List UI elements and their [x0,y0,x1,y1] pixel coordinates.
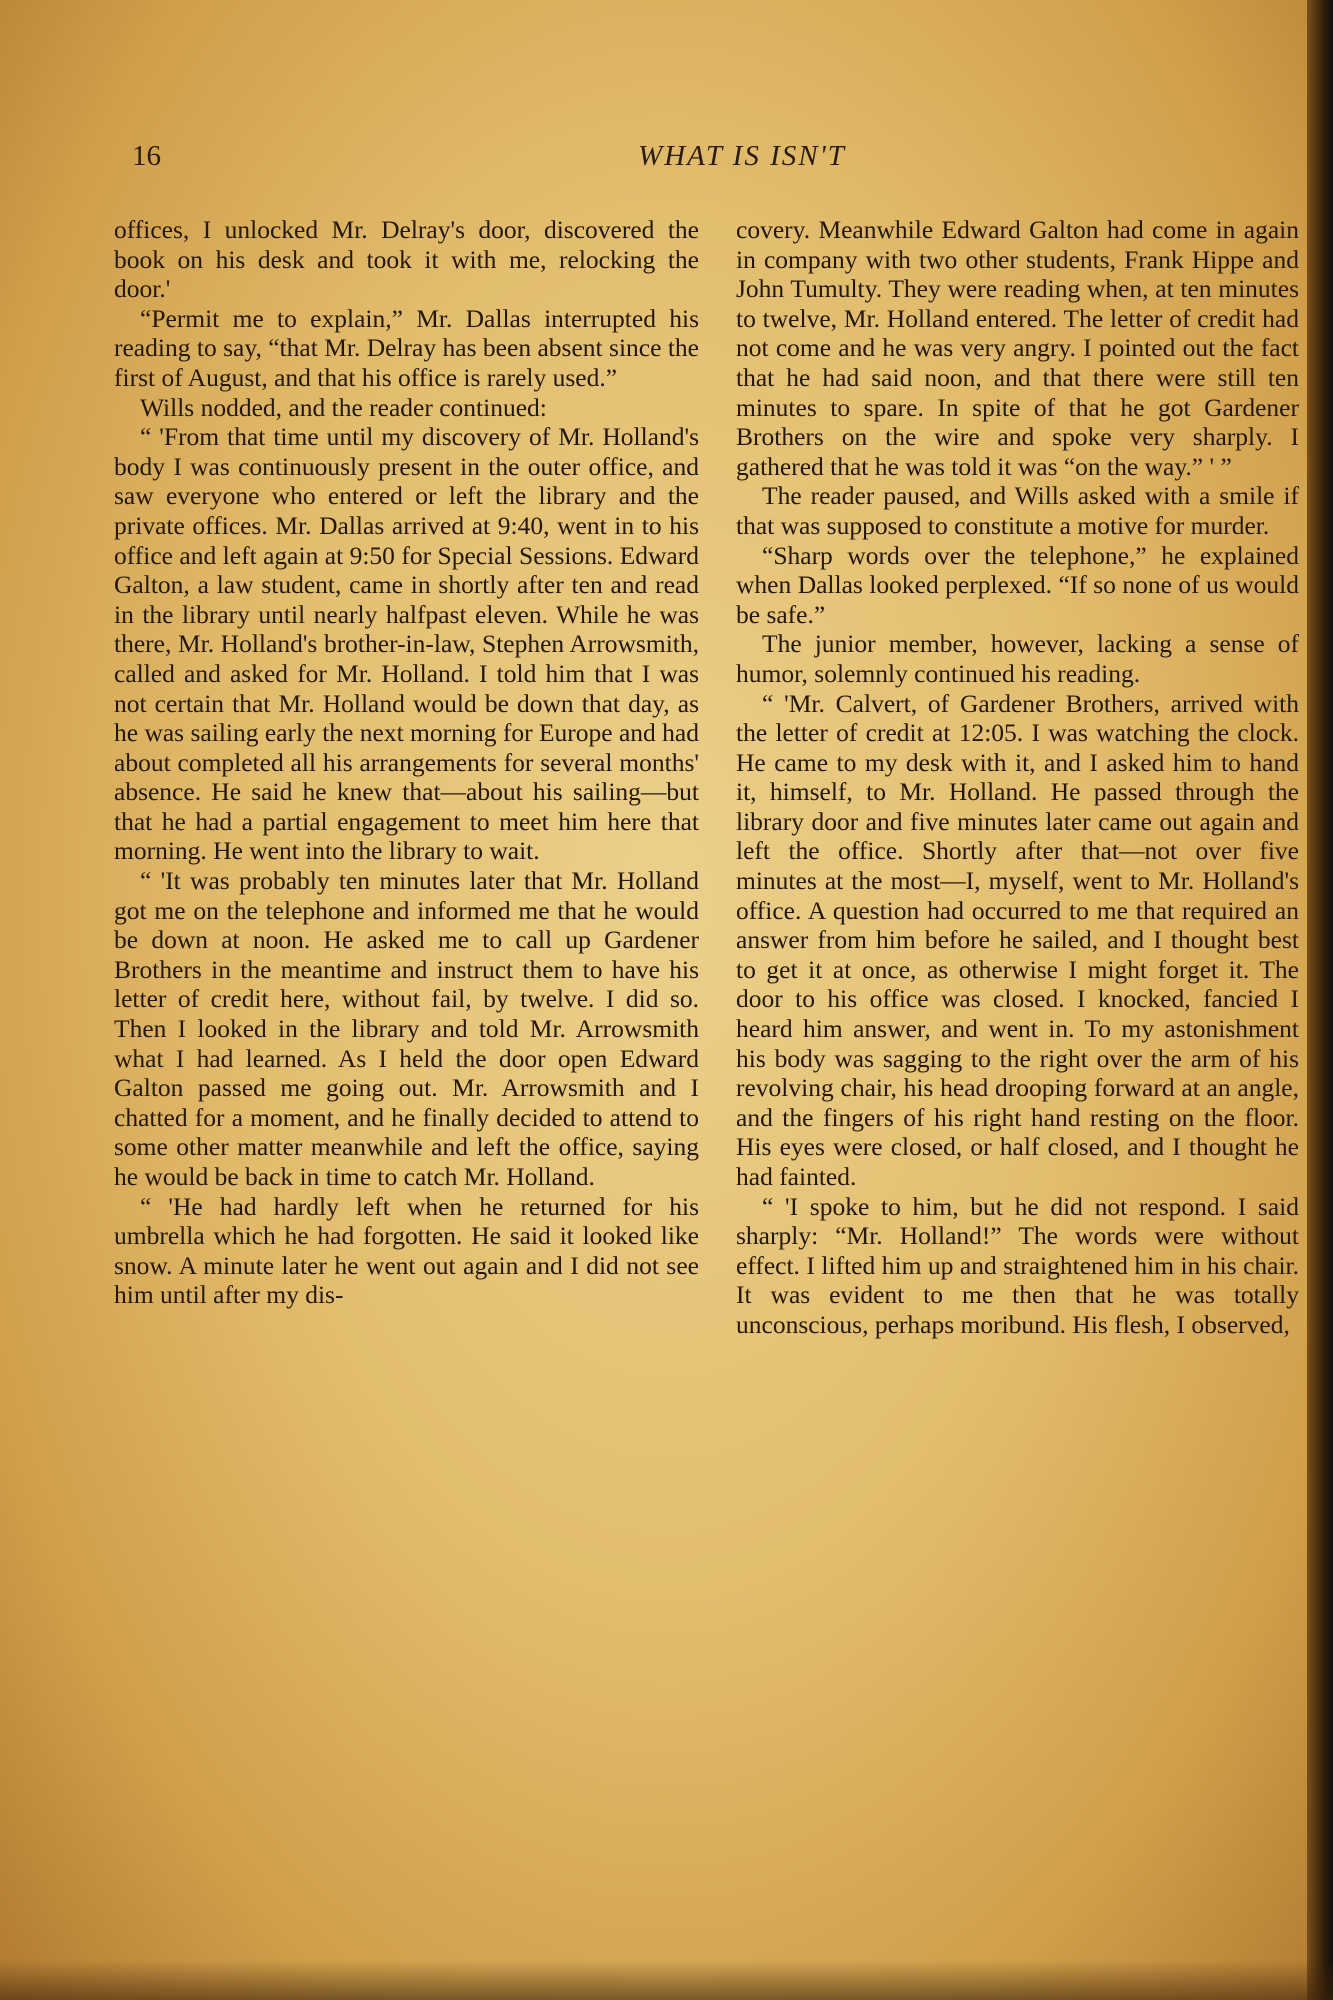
paragraph: “Sharp words over the telephone,” he explained when Dallas looked perplexed. “If so none of us would be safe.” [736,540,1299,629]
paragraph: offices, I unlocked Mr. Delray's door, discovered the book on his desk and took it with me, relocking the door.' [114,215,699,304]
page-header [132,140,1302,180]
paragraph: “Permit me to explain,” Mr. Dallas interrupted his reading to say, “that Mr. Delray has been absent since the first of August, and that his office is rarely used.” [114,303,699,392]
left-column [114,215,699,1845]
paragraph: “ 'I spoke to him, but he did not respond. I said sharply: “Mr. Holland!” The words were without effect. I lifted him up and straightened him in his chair. It was evident to me then that he was totally unconscious, perhaps moribund. His flesh, I observed, [736,1191,1299,1339]
page-bottom-edge [0,1960,1333,2000]
paragraph: covery. Meanwhile Edward Galton had come in again in company with two other students, Frank Hippe and John Tumulty. They were reading when, at ten minutes to twelve, Mr. Holland entered. The letter of credit had not come and he was very angry. I pointed out the fact that he had said noon, and that there were still ten minutes to spare. In spite of that he got Gardener Brothers on the wire and spoke very sharply. I gathered that he was told it was “on the way.” ' ” [736,215,1299,481]
page-binding-edge [1307,0,1333,2000]
paragraph: Wills nodded, and the reader continued: [140,392,547,422]
paragraph: The reader paused, and Wills asked with a smile if that was supposed to constitute a motive for murder. [736,481,1299,540]
paragraph: “ 'From that time until my discovery of Mr. Holland's body I was continuously present in the outer office, and saw everyone who entered or left the library and the private offices. Mr. Dallas arrived at 9:40, went in to his office and left again at 9:50 for Special Sessions. Edward Galton, a law student, came in shortly after ten and read in the library until nearly halfpast eleven. While he was there, Mr. Holland's brother-in-law, Stephen Arrowsmith, called and asked for Mr. Holland. I told him that I was not certain that Mr. Holland would be down that day, as he was sailing early the next morning for Europe and had about completed all his arrangements for several months' absence. He said he knew that—about his sailing—but that he had a partial engagement to meet him here that morning. He went into the library to wait. [114,422,699,866]
right-column [736,215,1299,1845]
paragraph: “ 'It was probably ten minutes later that Mr. Holland got me on the telephone and informed me that he would be down at noon. He asked me to call up Gardener Brothers in the meantime and instruct them to have his letter of credit here, without fail, by twelve. I did so. Then I looked in the library and told Mr. Arrowsmith what I had learned. As I held the door open Edward Galton passed me going out. Mr. Arrowsmith and I chatted for a moment, and he finally decided to attend to some other matter meanwhile and left the office, saying he would be back in time to catch Mr. Holland. [114,866,699,1191]
page-number: 16 [132,140,161,172]
paragraph: “ 'Mr. Calvert, of Gardener Brothers, arrived with the letter of credit at 12:05. I was watching the clock. He came to my desk with it, and I asked him to hand it, himself, to Mr. Holland. He passed through the library door and five minutes later came out again and left the office. Shortly after that—not over five minutes at the most—I, myself, went to Mr. Holland's office. A question had occurred to me that required an answer from him before he sailed, and I thought best to get it at once, as otherwise I might forget it. The door to his office was closed. I knocked, fancied I heard him answer, and went in. To my astonishment his body was sagging to the right over the arm of his revolving chair, his head drooping forward at an angle, and the fingers of his right hand resting on the floor. His eyes were closed, or half closed, and I thought he had fainted. [736,688,1299,1191]
paragraph: The junior member, however, lacking a sense of humor, solemnly continued his reading. [736,629,1299,688]
paragraph: “ 'He had hardly left when he returned for his umbrella which he had forgotten. He said it looked like snow. A minute later he went out again and I did not see him until after my dis- [114,1191,699,1310]
running-title: WHAT IS ISN'T [638,140,846,172]
